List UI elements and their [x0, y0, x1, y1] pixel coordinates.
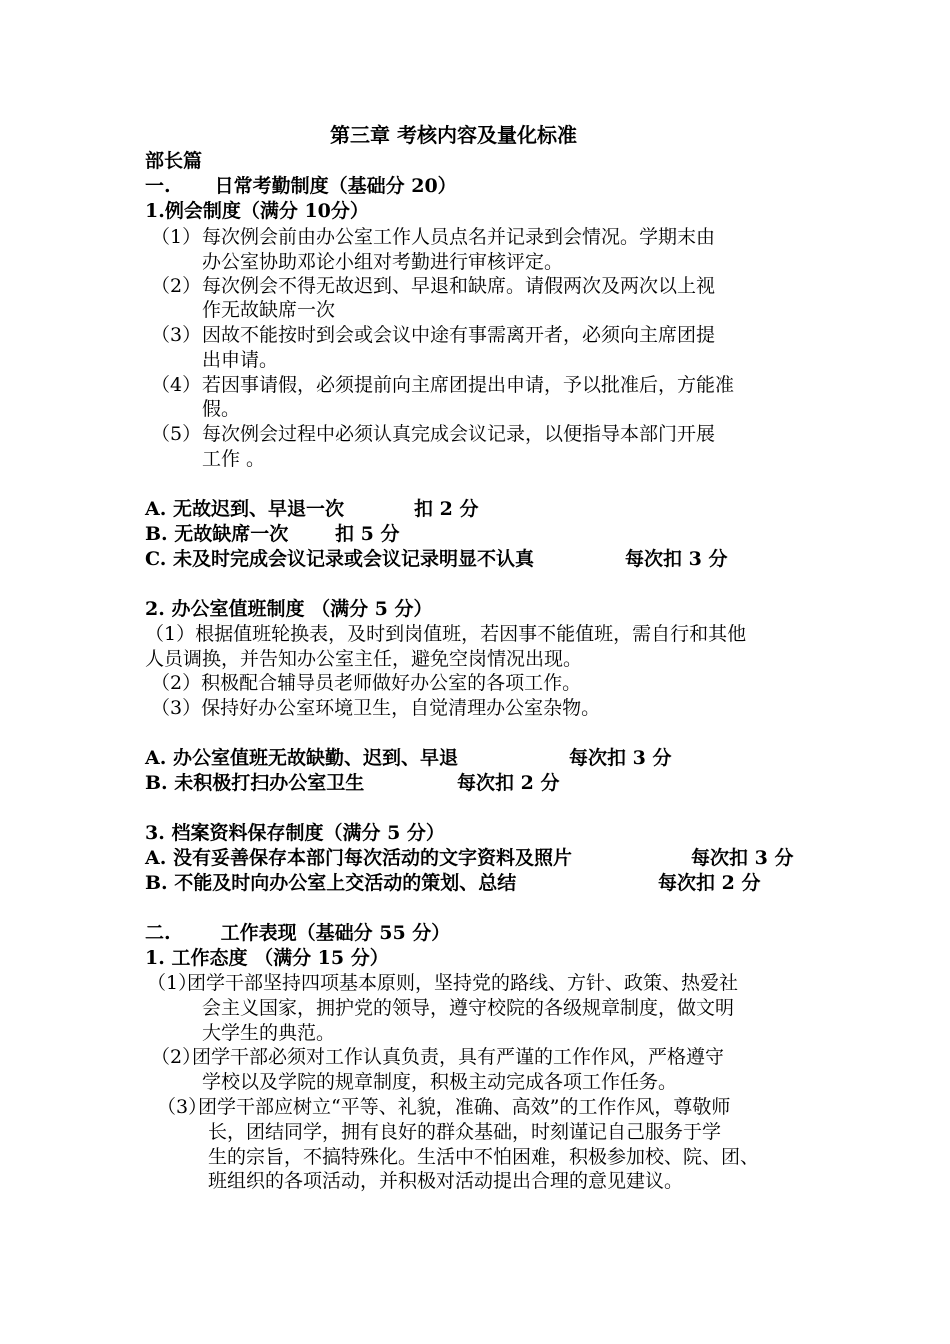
list-item-num: （1） — [147, 972, 198, 994]
list-item-num: （1） — [151, 226, 202, 248]
paragraph-line: 人员调换，并告知办公室主任，避免空岗情况出现。 — [145, 648, 583, 670]
list-item-text: 团学干部坚持四项基本原则，坚持党的路线、方针、政策、热爱社 — [187, 972, 739, 994]
paragraph-line: （3）保持好办公室环境卫生，自觉清理办公室杂物。 — [151, 697, 601, 719]
rule-penalty: 每次扣 2 分 — [658, 872, 761, 894]
rule-label: A. 无故迟到、早退一次 — [145, 498, 344, 520]
rule-penalty: 每次扣 3 分 — [691, 847, 794, 869]
part1-heading-num: 一. — [145, 175, 171, 197]
rule-label: A. 办公室值班无故缺勤、迟到、早退 — [145, 747, 458, 769]
rule-label: C. 未及时完成会议记录或会议记录明显不认真 — [145, 548, 535, 570]
chapter-title: 第三章 考核内容及量化标准 — [330, 123, 577, 147]
list-item-num: （2） — [151, 275, 202, 297]
list-item-text: 长，团结同学，拥有良好的群众基础，时刻谨记自己服务于学 — [208, 1121, 722, 1143]
part1-heading-text: 日常考勤制度（基础分 20） — [214, 175, 457, 197]
list-item-text: 团学干部应树立“平等、礼貌，准确、高效”的工作作风，尊敬师 — [198, 1096, 731, 1118]
list-item-text: 学校以及学院的规章制度，积极主动完成各项工作任务。 — [202, 1071, 678, 1093]
sub1-heading: 1.例会制度（满分 10分） — [145, 200, 369, 222]
section-heading: 部长篇 — [145, 150, 203, 172]
list-item-num: （2） — [151, 1046, 202, 1068]
rule-penalty: 每次扣 3 分 — [625, 548, 728, 570]
rule-penalty: 扣 5 分 — [335, 523, 400, 545]
paragraph-line: （1）根据值班轮换表，及时到岗值班，若因事不能值班，需自行和其他 — [145, 623, 747, 645]
list-item-num: （5） — [151, 423, 202, 445]
part2-heading-num: 二. — [145, 922, 171, 944]
list-item-text: 每次例会不得无故迟到、早退和缺席。请假两次及两次以上视 — [202, 275, 716, 297]
list-item-num: （3） — [151, 324, 202, 346]
list-item-text: 大学生的典范。 — [202, 1022, 336, 1044]
sub2-heading: 2. 办公室值班制度 （满分 5 分） — [145, 598, 433, 620]
rule-penalty: 每次扣 2 分 — [457, 772, 560, 794]
list-item-text: 团学干部必须对工作认真负责，具有严谨的工作作风，严格遵守 — [192, 1046, 725, 1068]
list-item-text: 作无故缺席一次 — [202, 299, 336, 321]
list-item-text: 出申请。 — [202, 349, 279, 371]
rule-penalty: 每次扣 3 分 — [569, 747, 672, 769]
rule-penalty: 扣 2 分 — [414, 498, 479, 520]
list-item-text: 工作 。 — [202, 448, 266, 470]
part2-heading-text: 工作表现（基础分 55 分） — [220, 922, 451, 944]
list-item-text: 班组织的各项活动，并积极对活动提出合理的意见建议。 — [208, 1170, 684, 1192]
part2-heading — [145, 921, 450, 946]
list-item-text: 办公室协助邓论小组对考勤进行审核评定。 — [202, 251, 564, 273]
list-item-text: 若因事请假，必须提前向主席团提出申请，予以批准后，方能准 — [202, 374, 735, 396]
list-item-text: 因故不能按时到会或会议中途有事需离开者，必须向主席团提 — [202, 324, 716, 346]
list-item-text: 每次例会前由办公室工作人员点名并记录到会情况。学期末由 — [202, 226, 716, 248]
sub3-heading: 3. 档案资料保存制度（满分 5 分） — [145, 822, 445, 844]
rule-label: A. 没有妥善保存本部门每次活动的文字资料及照片 — [145, 847, 572, 869]
list-item-num: （3） — [157, 1096, 208, 1118]
list-item-text: 生的宗旨，不搞特殊化。生活中不怕困难，积极参加校、院、团、 — [208, 1146, 760, 1168]
rule-label: B. 不能及时向办公室上交活动的策划、总结 — [145, 872, 517, 894]
part1-heading — [145, 174, 457, 199]
list-item-text: 每次例会过程中必须认真完成会议记录，以便指导本部门开展 — [202, 423, 716, 445]
list-item-text: 假。 — [202, 398, 241, 420]
list-item-text: 会主义国家，拥护党的领导，遵守校院的各级规章制度，做文明 — [202, 997, 735, 1019]
rule-label: B. 无故缺席一次 — [145, 523, 289, 545]
list-item-num: （4） — [151, 374, 202, 396]
paragraph-line: （2）积极配合辅导员老师做好办公室的各项工作。 — [151, 672, 582, 694]
rule-label: B. 未积极打扫办公室卫生 — [145, 772, 365, 794]
part2-sub1-heading: 1. 工作态度 （满分 15 分） — [145, 947, 389, 969]
